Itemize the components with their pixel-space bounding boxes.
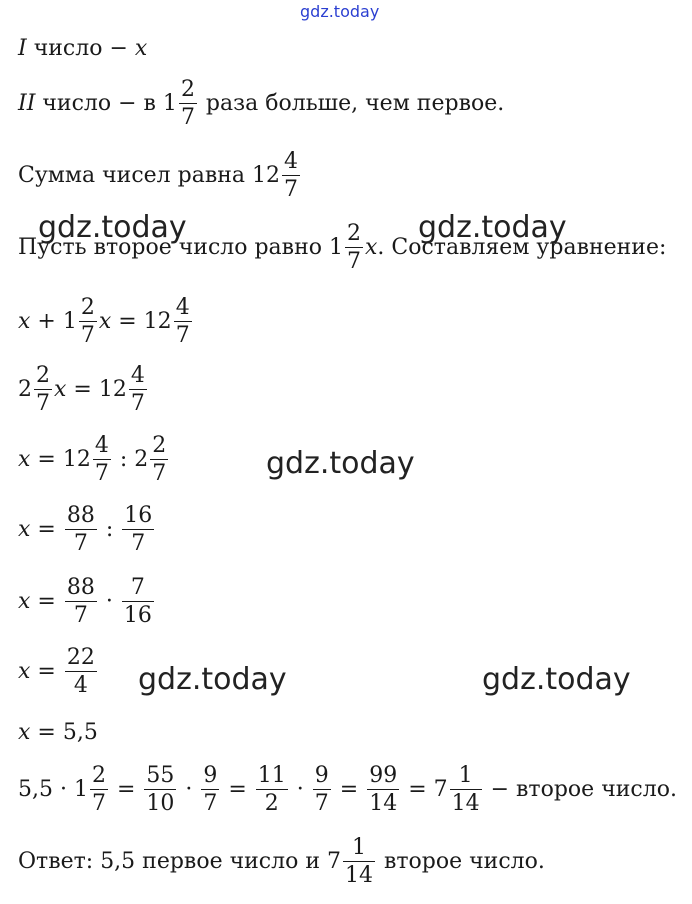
denominator: 7 <box>131 531 146 557</box>
fraction-bar <box>201 789 219 790</box>
fraction-bar <box>122 529 154 530</box>
fraction-bar <box>450 789 482 790</box>
fraction <box>144 764 176 815</box>
fraction-bar <box>150 459 168 460</box>
fraction-bar <box>65 671 97 672</box>
numerator: 1 <box>351 835 366 860</box>
fraction-bar <box>129 389 147 390</box>
denominator: 7 <box>91 791 106 817</box>
numerator: 88 <box>66 575 95 600</box>
denominator: 7 <box>314 791 329 817</box>
denominator: 7 <box>36 391 50 417</box>
denominator: 14 <box>344 863 373 889</box>
var-x: x <box>18 308 31 334</box>
fraction-bar <box>93 459 111 460</box>
watermark-top: gdz.today <box>300 2 380 21</box>
var-x: x <box>364 234 378 260</box>
denominator: 7 <box>283 177 298 203</box>
fraction-bar <box>367 789 399 790</box>
numerator: 2 <box>36 363 50 388</box>
text: . Составляем уравнение: <box>377 234 667 260</box>
text: − второе число. <box>483 776 677 802</box>
text: : <box>98 516 121 542</box>
equation-8 <box>18 764 677 815</box>
denominator: 14 <box>369 791 398 817</box>
text: 5,5 · 1 <box>18 776 88 802</box>
var-x: x <box>18 720 31 745</box>
answer-line <box>18 836 545 887</box>
text: 2 <box>18 376 32 402</box>
numerator: 16 <box>124 503 153 528</box>
fraction <box>79 296 97 347</box>
watermark: gdz.today <box>38 210 187 245</box>
text: = <box>332 776 366 802</box>
fraction <box>450 764 482 815</box>
equation-2 <box>18 364 149 415</box>
text: · <box>289 776 311 802</box>
equation-7 <box>18 722 98 744</box>
fraction <box>282 150 300 201</box>
fraction-bar <box>256 789 288 790</box>
numerator: 2 <box>180 77 195 102</box>
fraction-bar <box>343 861 375 862</box>
equation-6 <box>18 646 99 697</box>
text: = 12 <box>111 308 172 334</box>
numerator: 11 <box>257 763 286 788</box>
denominator: 16 <box>123 603 152 629</box>
numerator: 2 <box>152 433 167 458</box>
var-x: x <box>18 516 31 542</box>
fraction-bar <box>313 789 331 790</box>
denominator: 7 <box>203 791 218 817</box>
text: + 1 <box>30 308 77 334</box>
fraction-bar <box>345 247 363 248</box>
numerator: 4 <box>283 149 298 174</box>
fraction <box>34 364 52 415</box>
fraction <box>122 576 154 627</box>
var-x: x <box>18 446 31 472</box>
fraction <box>343 836 375 887</box>
denominator: 7 <box>73 603 88 629</box>
fraction-bar <box>65 529 97 530</box>
text: : 2 <box>112 446 149 472</box>
numerator: 2 <box>80 295 95 320</box>
line-first-number <box>18 38 147 60</box>
text: = 7 <box>401 776 448 802</box>
fraction-bar <box>122 601 154 602</box>
var-x: x <box>18 658 31 684</box>
fraction-bar <box>282 175 300 176</box>
watermark: gdz.today <box>266 446 415 481</box>
text: = 12 <box>30 446 91 472</box>
fraction <box>65 504 97 555</box>
numerator: 7 <box>130 575 145 600</box>
fraction <box>201 764 219 815</box>
denominator: 7 <box>130 391 145 417</box>
numerator: 4 <box>94 433 109 458</box>
equation-4 <box>18 504 156 555</box>
fraction-bar <box>144 789 176 790</box>
fraction-bar <box>79 321 97 322</box>
watermark: gdz.today <box>418 210 567 245</box>
fraction-bar <box>174 321 192 322</box>
fraction <box>65 646 97 697</box>
equation-1 <box>18 296 194 347</box>
fraction <box>150 434 168 485</box>
var-x: x <box>98 308 112 334</box>
numerator: 99 <box>369 763 398 788</box>
numerator: 9 <box>314 763 329 788</box>
fraction-bar <box>90 789 108 790</box>
fraction-bar <box>179 103 197 104</box>
fraction-bar <box>34 389 52 390</box>
text: = <box>30 516 63 542</box>
text: второе число. <box>376 848 545 874</box>
fraction <box>174 296 192 347</box>
numerator: 2 <box>346 221 361 246</box>
fraction <box>93 434 111 485</box>
roman-two: II <box>18 90 36 116</box>
denominator: 7 <box>175 323 190 349</box>
denominator: 7 <box>180 105 195 131</box>
fraction <box>313 764 331 815</box>
equation-5 <box>18 576 156 627</box>
denominator: 10 <box>146 791 175 817</box>
var-x: x <box>18 588 31 614</box>
denominator: 7 <box>80 323 95 349</box>
var-x: x <box>134 36 148 61</box>
denominator: 4 <box>73 673 88 699</box>
fraction <box>65 576 97 627</box>
text: = <box>109 776 143 802</box>
text: число − <box>26 36 135 61</box>
text: число − в 1 <box>35 90 177 116</box>
fraction <box>129 364 147 415</box>
text: = <box>221 776 254 802</box>
text: раза больше, чем первое. <box>198 90 505 116</box>
denominator: 7 <box>346 249 361 275</box>
text: · <box>98 588 120 614</box>
line-sum <box>18 150 302 201</box>
watermark: gdz.today <box>482 662 631 697</box>
text: = 12 <box>66 376 127 402</box>
numerator: 2 <box>91 763 106 788</box>
denominator: 2 <box>264 791 279 817</box>
numerator: 1 <box>458 763 473 788</box>
text: = <box>30 658 63 684</box>
fraction <box>256 764 288 815</box>
numerator: 9 <box>203 763 218 788</box>
denominator: 14 <box>451 791 480 817</box>
numerator: 4 <box>175 295 190 320</box>
fraction <box>122 504 154 555</box>
text: Сумма чисел равна 12 <box>18 162 280 188</box>
numerator: 22 <box>66 645 95 670</box>
text: = 5,5 <box>30 720 98 745</box>
fraction <box>179 78 197 129</box>
denominator: 7 <box>152 461 167 487</box>
fraction <box>90 764 108 815</box>
numerator: 88 <box>66 503 95 528</box>
var-x: x <box>54 376 67 402</box>
fraction <box>345 222 363 273</box>
fraction <box>367 764 399 815</box>
denominator: 7 <box>94 461 109 487</box>
text: Ответ: 5,5 первое число и 7 <box>18 848 341 874</box>
text: Пусть второе число равно 1 <box>18 234 343 260</box>
line-second-number <box>18 78 504 129</box>
fraction-bar <box>65 601 97 602</box>
numerator: 55 <box>146 763 175 788</box>
text: · <box>178 776 200 802</box>
denominator: 7 <box>73 531 88 557</box>
watermark: gdz.today <box>138 662 287 697</box>
roman-one: I <box>18 36 27 61</box>
numerator: 4 <box>130 363 145 388</box>
equation-3 <box>18 434 170 485</box>
text: = <box>30 588 63 614</box>
